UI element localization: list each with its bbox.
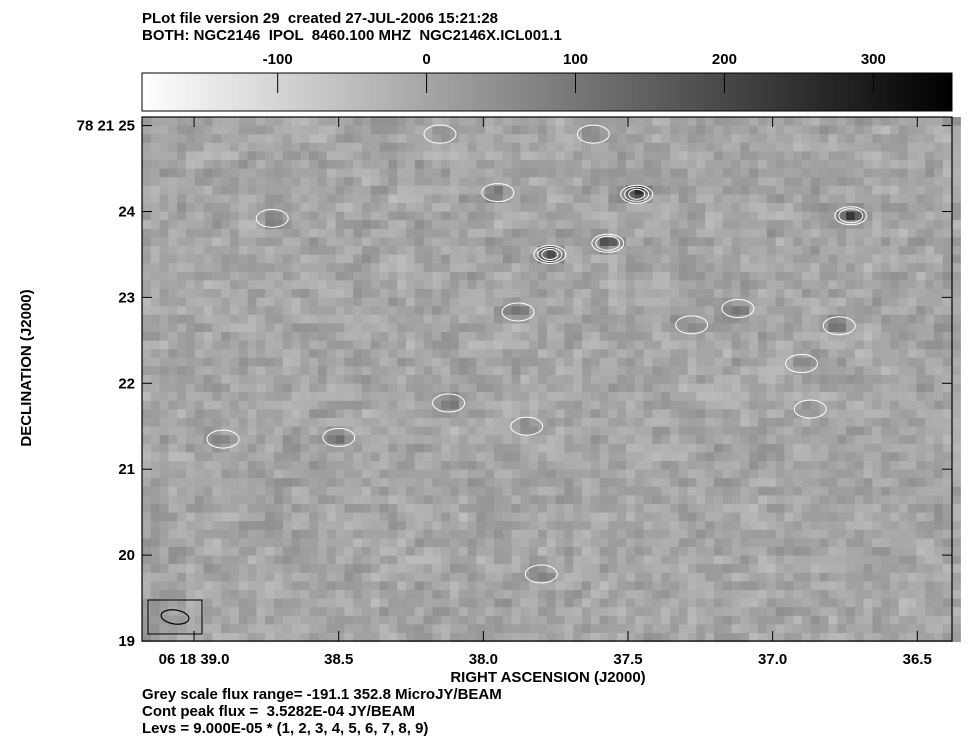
x-tick-label: 37.0	[758, 651, 788, 668]
y-tick-label: 24	[118, 203, 135, 221]
y-tick-label: 22	[118, 375, 135, 393]
x-tick-label: 06 18 39.0	[158, 651, 230, 668]
greyscale-range-text: Grey scale flux range= -191.1 352.8 MicroJY/BEAM	[142, 686, 502, 703]
y-axis-label: DECLINATION (J2000)	[18, 289, 35, 447]
colorbar-tick-label: 300	[860, 51, 886, 68]
y-tick-label: 78 21 25	[76, 117, 135, 135]
colorbar	[142, 73, 952, 111]
y-tick-label: 23	[118, 289, 135, 307]
colorbar-tick-label: 0	[422, 51, 431, 68]
y-tick-label: 21	[118, 461, 135, 479]
x-tick-label: 38.0	[468, 651, 498, 668]
x-tick-label: 38.5	[324, 651, 354, 668]
greyscale-map	[142, 117, 961, 642]
y-tick-label: 19	[118, 633, 135, 650]
colorbar-tick-label: -100	[262, 51, 293, 68]
x-tick-label: 36.5	[902, 651, 932, 668]
plot-header-line1: PLot file version 29 created 27-JUL-2006 15:21:28	[142, 10, 499, 27]
x-axis-label: RIGHT ASCENSION (J2000)	[450, 669, 646, 686]
colorbar-tick-label: 200	[711, 51, 737, 68]
colorbar-gradient	[142, 73, 952, 111]
y-tick-label: 20	[118, 547, 135, 565]
peak-flux-text: Cont peak flux = 3.5282E-04 JY/BEAM	[142, 703, 416, 720]
x-tick-label: 37.5	[613, 651, 643, 668]
contour-levels-text: Levs = 9.000E-05 * (1, 2, 3, 4, 5, 6, 7, 8, 9)	[142, 720, 429, 737]
colorbar-tick-label: 100	[563, 51, 589, 68]
plot-header-line2: BOTH: NGC2146 IPOL 8460.100 MHZ NGC2146X.ICL001.1	[142, 27, 562, 44]
